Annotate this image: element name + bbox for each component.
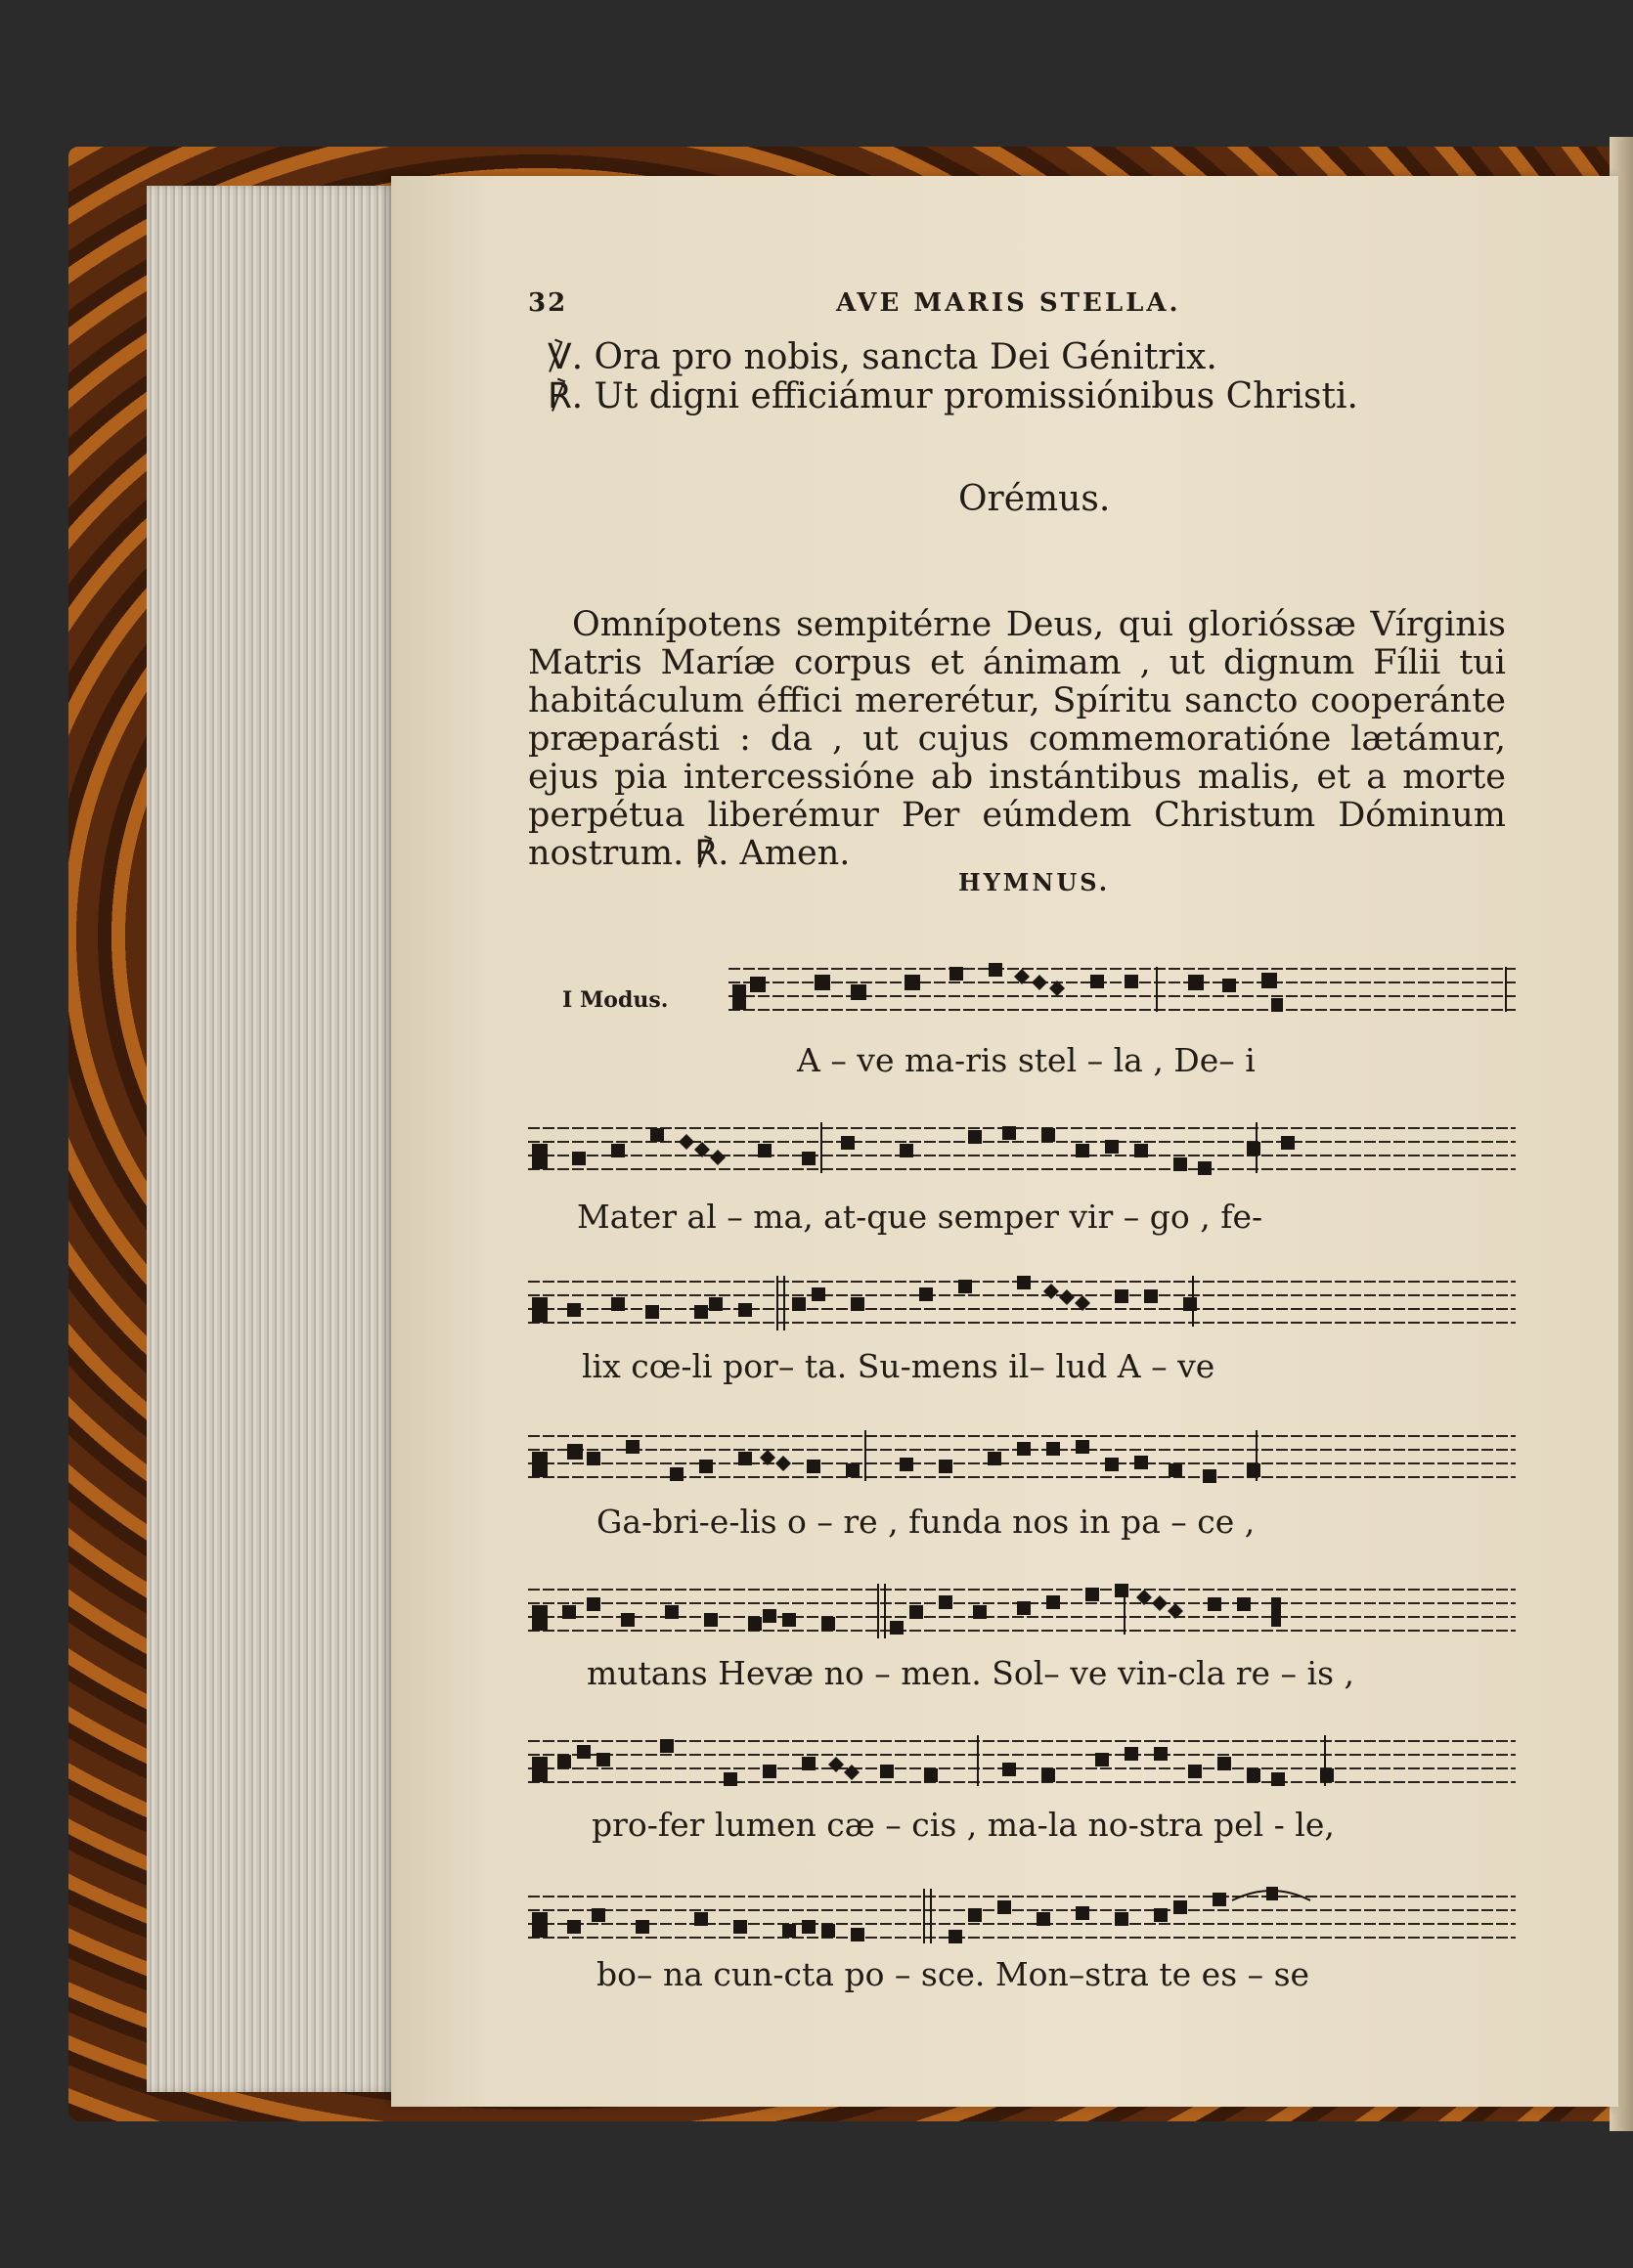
chant-staff xyxy=(528,1584,1516,1640)
oremus-heading: Orémus. xyxy=(958,479,1111,519)
chant-staff xyxy=(528,1276,1516,1332)
collect-prayer: Omnípotens sempitérne Deus, qui glorióssæ Vírginis Matris Maríæ corpus et ánimam , ut dignum Fílii tui habitáculum éffici mererétur, Spíritu sancto cooperánte præparásti : da , ut cujus commemoratióne lætámur, ejus pia intercessióne ab instántibus malis, et a morte perpétua liberémur Per eúmdem Christum Dóminum nostrum. ℟. Amen. xyxy=(528,605,1506,873)
lyric-line: Ga-bri-e-lis o – re , funda nos in pa – ce , xyxy=(596,1503,1256,1541)
page-header xyxy=(528,288,1467,327)
lyric-line: bo– na cun-cta po – sce. Mon–stra te es – se xyxy=(596,1955,1310,1993)
hymn-title: HYMNUS. xyxy=(958,868,1111,896)
lyric-line: Mater al – ma, at-que semper vir – go , fe- xyxy=(577,1198,1263,1236)
lyric-line: lix cœ-li por– ta. Su-mens il– lud A – ve xyxy=(582,1347,1215,1385)
chant-staff xyxy=(528,1887,1516,1943)
chant-staff xyxy=(528,1430,1516,1487)
versicle-line: ℣. Ora pro nobis, sancta Dei Génitrix. xyxy=(548,337,1217,377)
lyric-line: mutans Hevæ no – men. Sol– ve vin-cla re – is , xyxy=(587,1654,1355,1692)
lyric-line: pro-fer lumen cæ – cis , ma-la no-stra pel - le, xyxy=(592,1806,1335,1844)
mode-label: I Modus. xyxy=(562,987,669,1013)
chant-staff xyxy=(528,1735,1516,1792)
lyric-line: A – ve ma-ris stel – la , De– i xyxy=(797,1041,1256,1079)
page-edges xyxy=(147,186,401,2092)
running-title: AVE MARIS STELLA. xyxy=(836,288,1181,318)
response-line: ℟. Ut digni efficiámur promissiónibus Christi. xyxy=(548,376,1358,416)
chant-staff xyxy=(528,1122,1516,1179)
chant-staff xyxy=(728,963,1516,1020)
page-number: 32 xyxy=(528,288,568,318)
book-page xyxy=(391,176,1618,2107)
